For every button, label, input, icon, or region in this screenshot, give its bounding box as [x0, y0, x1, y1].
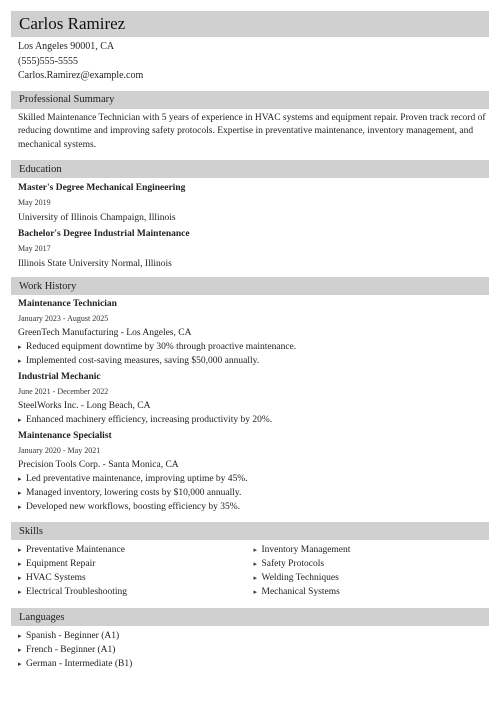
education-date: May 2017: [18, 244, 51, 253]
work-heading: [11, 277, 489, 295]
job-company: SteelWorks Inc. - Long Beach, CA: [18, 401, 151, 411]
phone: (555)555-5555: [18, 55, 78, 67]
education-list: [11, 178, 489, 271]
list-item: ▸ Implemented cost-saving measures, saving $50,000 annually.: [18, 354, 489, 368]
job-title: Maintenance Technician: [18, 299, 117, 309]
skills-grid: [11, 540, 489, 599]
work-list: [11, 295, 489, 514]
list-item: ▸ Safety Protocols: [254, 557, 490, 571]
list-item: ▸ HVAC Systems: [18, 571, 254, 585]
list-item: ▸ Managed inventory, lowering costs by $10,000 annually.: [18, 486, 489, 500]
skills-heading: [11, 522, 489, 540]
job-entry: [18, 298, 489, 368]
summary-text: Skilled Maintenance Technician with 5 years of experience in HVAC systems and equipment repair. Proven track record of reducing downtime and improving safety protocols. Expertise in preventative maintenance, inventory management, and mechanical systems.: [18, 112, 486, 150]
languages-list: [11, 626, 489, 671]
skills-right-column: [254, 543, 490, 599]
list-item: ▸ Spanish - Beginner (A1): [18, 629, 489, 643]
language-bullets: [18, 629, 489, 671]
job-title: Industrial Mechanic: [18, 372, 101, 382]
education-item: [18, 228, 489, 271]
list-item: ▸ Preventative Maintenance: [18, 543, 254, 557]
list-item: ▸ Reduced equipment downtime by 30% through proactive maintenance.: [18, 340, 489, 354]
job-dates: June 2021 - December 2022: [18, 387, 109, 396]
list-item: ▸ Inventory Management: [254, 543, 490, 557]
degree: Bachelor's Degree Industrial Maintenance: [18, 229, 190, 239]
summary-heading: [11, 91, 489, 109]
list-item: ▸ German - Intermediate (B1): [18, 657, 489, 671]
school: University of Illinois Champaign, Illinois: [18, 213, 176, 223]
job-entry: [18, 371, 489, 427]
list-item: ▸ Developed new workflows, boosting efficiency by 35%.: [18, 500, 489, 514]
job-dates: January 2020 - May 2021: [18, 446, 101, 455]
job-dates: January 2023 - August 2025: [18, 314, 109, 323]
degree: Master's Degree Mechanical Engineering: [18, 183, 186, 193]
contact-info: [11, 37, 489, 84]
education-item: [18, 182, 489, 225]
job-entry: [18, 430, 489, 514]
list-item: ▸ French - Beginner (A1): [18, 643, 489, 657]
list-item: ▸ Equipment Repair: [18, 557, 254, 571]
education-date: May 2019: [18, 198, 51, 207]
school: Illinois State University Normal, Illinois: [18, 259, 172, 269]
job-bullets: [18, 472, 489, 514]
job-company: GreenTech Manufacturing - Los Angeles, CA: [18, 328, 192, 338]
candidate-name: Carlos Ramirez: [19, 14, 126, 33]
email: Carlos.Ramirez@example.com: [18, 70, 144, 81]
education-heading-text: Education: [19, 163, 62, 175]
skills-left-column: [18, 543, 254, 599]
list-item: ▸ Enhanced machinery efficiency, increasing productivity by 20%.: [18, 413, 489, 427]
languages-heading: [11, 608, 489, 626]
languages-heading-text: Languages: [19, 611, 65, 623]
list-item: ▸ Led preventative maintenance, improving uptime by 45%.: [18, 472, 489, 486]
job-bullets: [18, 413, 489, 427]
job-title: Maintenance Specialist: [18, 431, 112, 441]
skills-heading-text: Skills: [19, 525, 43, 537]
job-bullets: [18, 340, 489, 368]
list-item: ▸ Welding Techniques: [254, 571, 490, 585]
name-bar: [11, 11, 489, 37]
work-heading-text: Work History: [19, 280, 77, 292]
education-heading: [11, 160, 489, 178]
list-item: ▸ Mechanical Systems: [254, 585, 490, 599]
list-item: ▸ Electrical Troubleshooting: [18, 585, 254, 599]
summary-heading-text: Professional Summary: [19, 94, 115, 105]
address: Los Angeles 90001, CA: [18, 41, 115, 52]
job-company: Precision Tools Corp. - Santa Monica, CA: [18, 460, 179, 470]
